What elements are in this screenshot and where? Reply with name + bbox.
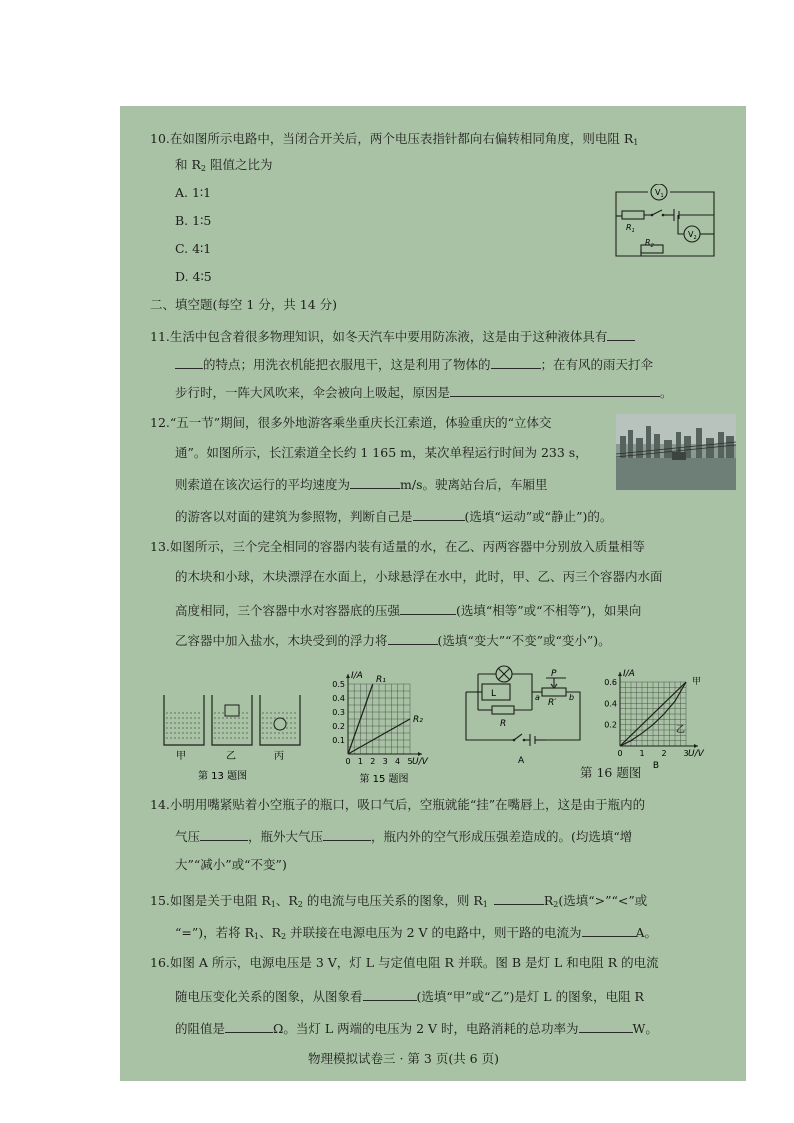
- fig15-chart: [320, 662, 460, 784]
- exam-sheet: [120, 106, 746, 1081]
- q13-blank-1: [400, 600, 456, 615]
- q10-line2: 和 $R_2$ 阻值之比为: [175, 157, 273, 173]
- q13-line4: 乙容器中加入盐水，木块受到的浮力将 (选填“变大”“不变”或“变小”)。: [175, 630, 611, 650]
- q11-blank-2: [491, 354, 541, 369]
- section-2-heading: 二、填空题(每空 1 分，共 14 分): [150, 297, 338, 312]
- q10-option-c: C. 4∶1: [175, 241, 212, 256]
- fig16b-chart: [596, 662, 722, 772]
- q16-blank-1: [363, 986, 417, 1001]
- q16-line2: 随电压变化关系的图象，从图象看 (选填“甲”或“乙”)是灯 L 的图象，电阻 R: [175, 986, 644, 1006]
- fig15-x-tick-label: 2: [370, 757, 376, 766]
- fig13-label-yi: 乙: [226, 751, 236, 762]
- fig16-x-tick-label: 3: [683, 749, 689, 758]
- q11-blank-3: [450, 382, 660, 397]
- q14-blank-2: [323, 826, 371, 841]
- fig15-x-tick-label: 1: [357, 757, 363, 766]
- q12-line4: 的游客以对面的建筑为参照物，判断自己是 (选填“运动”或“静止”)的。: [175, 506, 612, 526]
- fig15-y-tick-label: 0.5: [332, 680, 345, 689]
- fig15-y-axis-label: I/A: [351, 671, 363, 681]
- fig15-x-axis-label: U/V: [412, 757, 428, 767]
- q11-blank-1: [607, 326, 635, 341]
- r1-label: $R_1$: [626, 223, 635, 234]
- fig15-series-label: R₂: [413, 715, 423, 725]
- q15-blank-1: [494, 890, 544, 905]
- fig15-series-label: R₁: [376, 675, 386, 685]
- fig16-y-axis-label: I/A: [623, 669, 635, 679]
- q12-line2: 通”。如图所示，长江索道全长约 1 165 m，某次单程运行时间为 233 s，: [175, 445, 588, 460]
- q11-blank-1b: [175, 354, 203, 369]
- q10-circuit-diagram: [608, 184, 718, 260]
- fig16a-label-R: R: [500, 719, 507, 729]
- q11-line3: 步行时，一阵大风吹来，伞会被向上吸起，原因是 。: [175, 382, 673, 402]
- fig16a-label-a: a: [535, 693, 540, 702]
- r2-label: $R_2$: [645, 238, 654, 249]
- fig15-x-tick-label: 5: [407, 757, 413, 766]
- fig16-y-arrow: [618, 672, 622, 676]
- q16-blank-3: [579, 1018, 633, 1033]
- fig16a-label-b: b: [569, 693, 575, 702]
- fig16b-label-B: B: [652, 761, 660, 771]
- q15-line1: 15.如图是关于电阻 $R_1$、$R_2$ 的电流与电压关系的图象，则 $R_1$ $R_2$(选填“>”“<”或: [150, 890, 647, 914]
- fig15-x-arrow: [418, 752, 422, 756]
- fig15-x-tick-label: 0: [345, 757, 351, 766]
- fig15-y-tick-label: 0.4: [332, 694, 345, 703]
- fig16-caption: 第 16 题图: [580, 765, 642, 780]
- fig16a-label-P: P: [551, 669, 557, 679]
- fig15-x-tick-label: 4: [395, 757, 401, 766]
- fig13-containers: [160, 691, 310, 783]
- fig15-caption: 第 15 题图: [359, 774, 409, 784]
- q10-line1: 10.在如图所示电路中，当闭合开关后，两个电压表指针都向右偏转相同角度，则电阻 $R_1$: [150, 131, 639, 147]
- q13-line2: 的木块和小球，木块漂浮在水面上，小球悬浮在水中，此时，甲、乙、丙三个容器内水面: [175, 569, 663, 584]
- q16-line1: 16.如图 A 所示，电源电压是 3 V，灯 L 与定值电阻 R 并联。图 B 是灯 L 和电阻 R 的电流: [150, 955, 659, 970]
- page-footer: 物理模拟试卷三 · 第 3 页(共 6 页): [308, 1051, 499, 1066]
- q12-line1: 12.“五一节”期间，很多外地游客乘坐重庆长江索道，体验重庆的“立体交: [150, 415, 552, 430]
- fig15-y-arrow: [346, 674, 350, 678]
- q12-cableway-photo: [616, 414, 736, 490]
- v2-label: $V_2$: [688, 230, 697, 241]
- v1-label: $V_1$: [655, 188, 664, 199]
- q13-blank-2: [388, 630, 438, 645]
- fig16-series-label: 甲: [692, 677, 702, 687]
- q15-line2: “=”)，若将 $R_1$、$R_2$ 并联接在电源电压为 2 V 的电路中，则干路的电流为 A。: [175, 922, 657, 946]
- fig16-y-tick-label: 0.2: [604, 720, 617, 730]
- fig13-label-bing: 丙: [274, 751, 284, 762]
- fig16-y-tick-label: 0.4: [604, 699, 617, 709]
- fig16-x-tick-label: 2: [661, 749, 667, 758]
- q11-line2: 的特点；用洗衣机能把衣服甩干，这是利用了物体的 ；在有风的雨天打伞: [175, 354, 653, 374]
- fig13-caption: 第 13 题图: [198, 771, 248, 782]
- fig16a-label-A: A: [518, 756, 525, 766]
- q10-option-a: A. 1∶1: [175, 185, 212, 200]
- q12-blank-1: [350, 474, 400, 489]
- q15-blank-2: [582, 922, 636, 937]
- q11-line1: 11.生活中包含着很多物理知识，如冬天汽车中要用防冻液，这是由于这种液体具有: [150, 326, 635, 346]
- fig15-y-tick-label: 0.1: [332, 736, 345, 745]
- fig16-x-axis-label: U/V: [688, 749, 704, 759]
- fig16-y-tick-label: 0.6: [604, 678, 617, 687]
- fig15-y-tick-label: 0.3: [332, 708, 345, 717]
- q14-line2: 气压 ，瓶外大气压 ，瓶内外的空气形成压强差造成的。(均选填“增: [175, 826, 632, 846]
- fig15-x-tick-label: 3: [382, 757, 388, 766]
- q10-option-b: B. 1∶5: [175, 213, 212, 228]
- small-ball: [274, 718, 286, 730]
- q14-line1: 14.小明用嘴紧贴着小空瓶子的瓶口，吸口气后，空瓶就能“挂”在嘴唇上，这是由于瓶内的: [150, 797, 646, 812]
- wood-block: [225, 705, 239, 716]
- fig16a-label-L: L: [491, 689, 497, 699]
- fig16a-label-Rp: R′: [548, 698, 557, 708]
- q16-blank-2: [225, 1018, 273, 1033]
- q10-option-d: D. 4∶5: [175, 269, 212, 284]
- fig15-y-tick-label: 0.2: [332, 722, 345, 731]
- fig16-x-tick-label: 0: [617, 749, 623, 758]
- q13-line3: 高度相同，三个容器中水对容器底的压强 (选填“相等”或“不相等”)，如果向: [175, 600, 641, 620]
- q12-line3: 则索道在该次运行的平均速度为 m/s。驶离站台后，车厢里: [175, 474, 548, 494]
- q14-line3: 大”“减小”或“不变”): [175, 857, 287, 872]
- fig16a-circuit: [458, 662, 586, 766]
- fig13-label-jia: 甲: [176, 751, 186, 762]
- fig16-x-arrow: [694, 744, 698, 748]
- q12-blank-2: [413, 506, 465, 521]
- fig16-x-tick-label: 1: [639, 749, 645, 758]
- q14-blank-1: [200, 826, 248, 841]
- fig16-series-label: 乙: [676, 725, 686, 735]
- q16-line3: 的阻值是 Ω。当灯 L 两端的电压为 2 V 时，电路消耗的总功率为 W。: [175, 1018, 658, 1038]
- q13-line1: 13.如图所示，三个完全相同的容器内装有适量的水，在乙、丙两容器中分别放入质量相等: [150, 539, 645, 554]
